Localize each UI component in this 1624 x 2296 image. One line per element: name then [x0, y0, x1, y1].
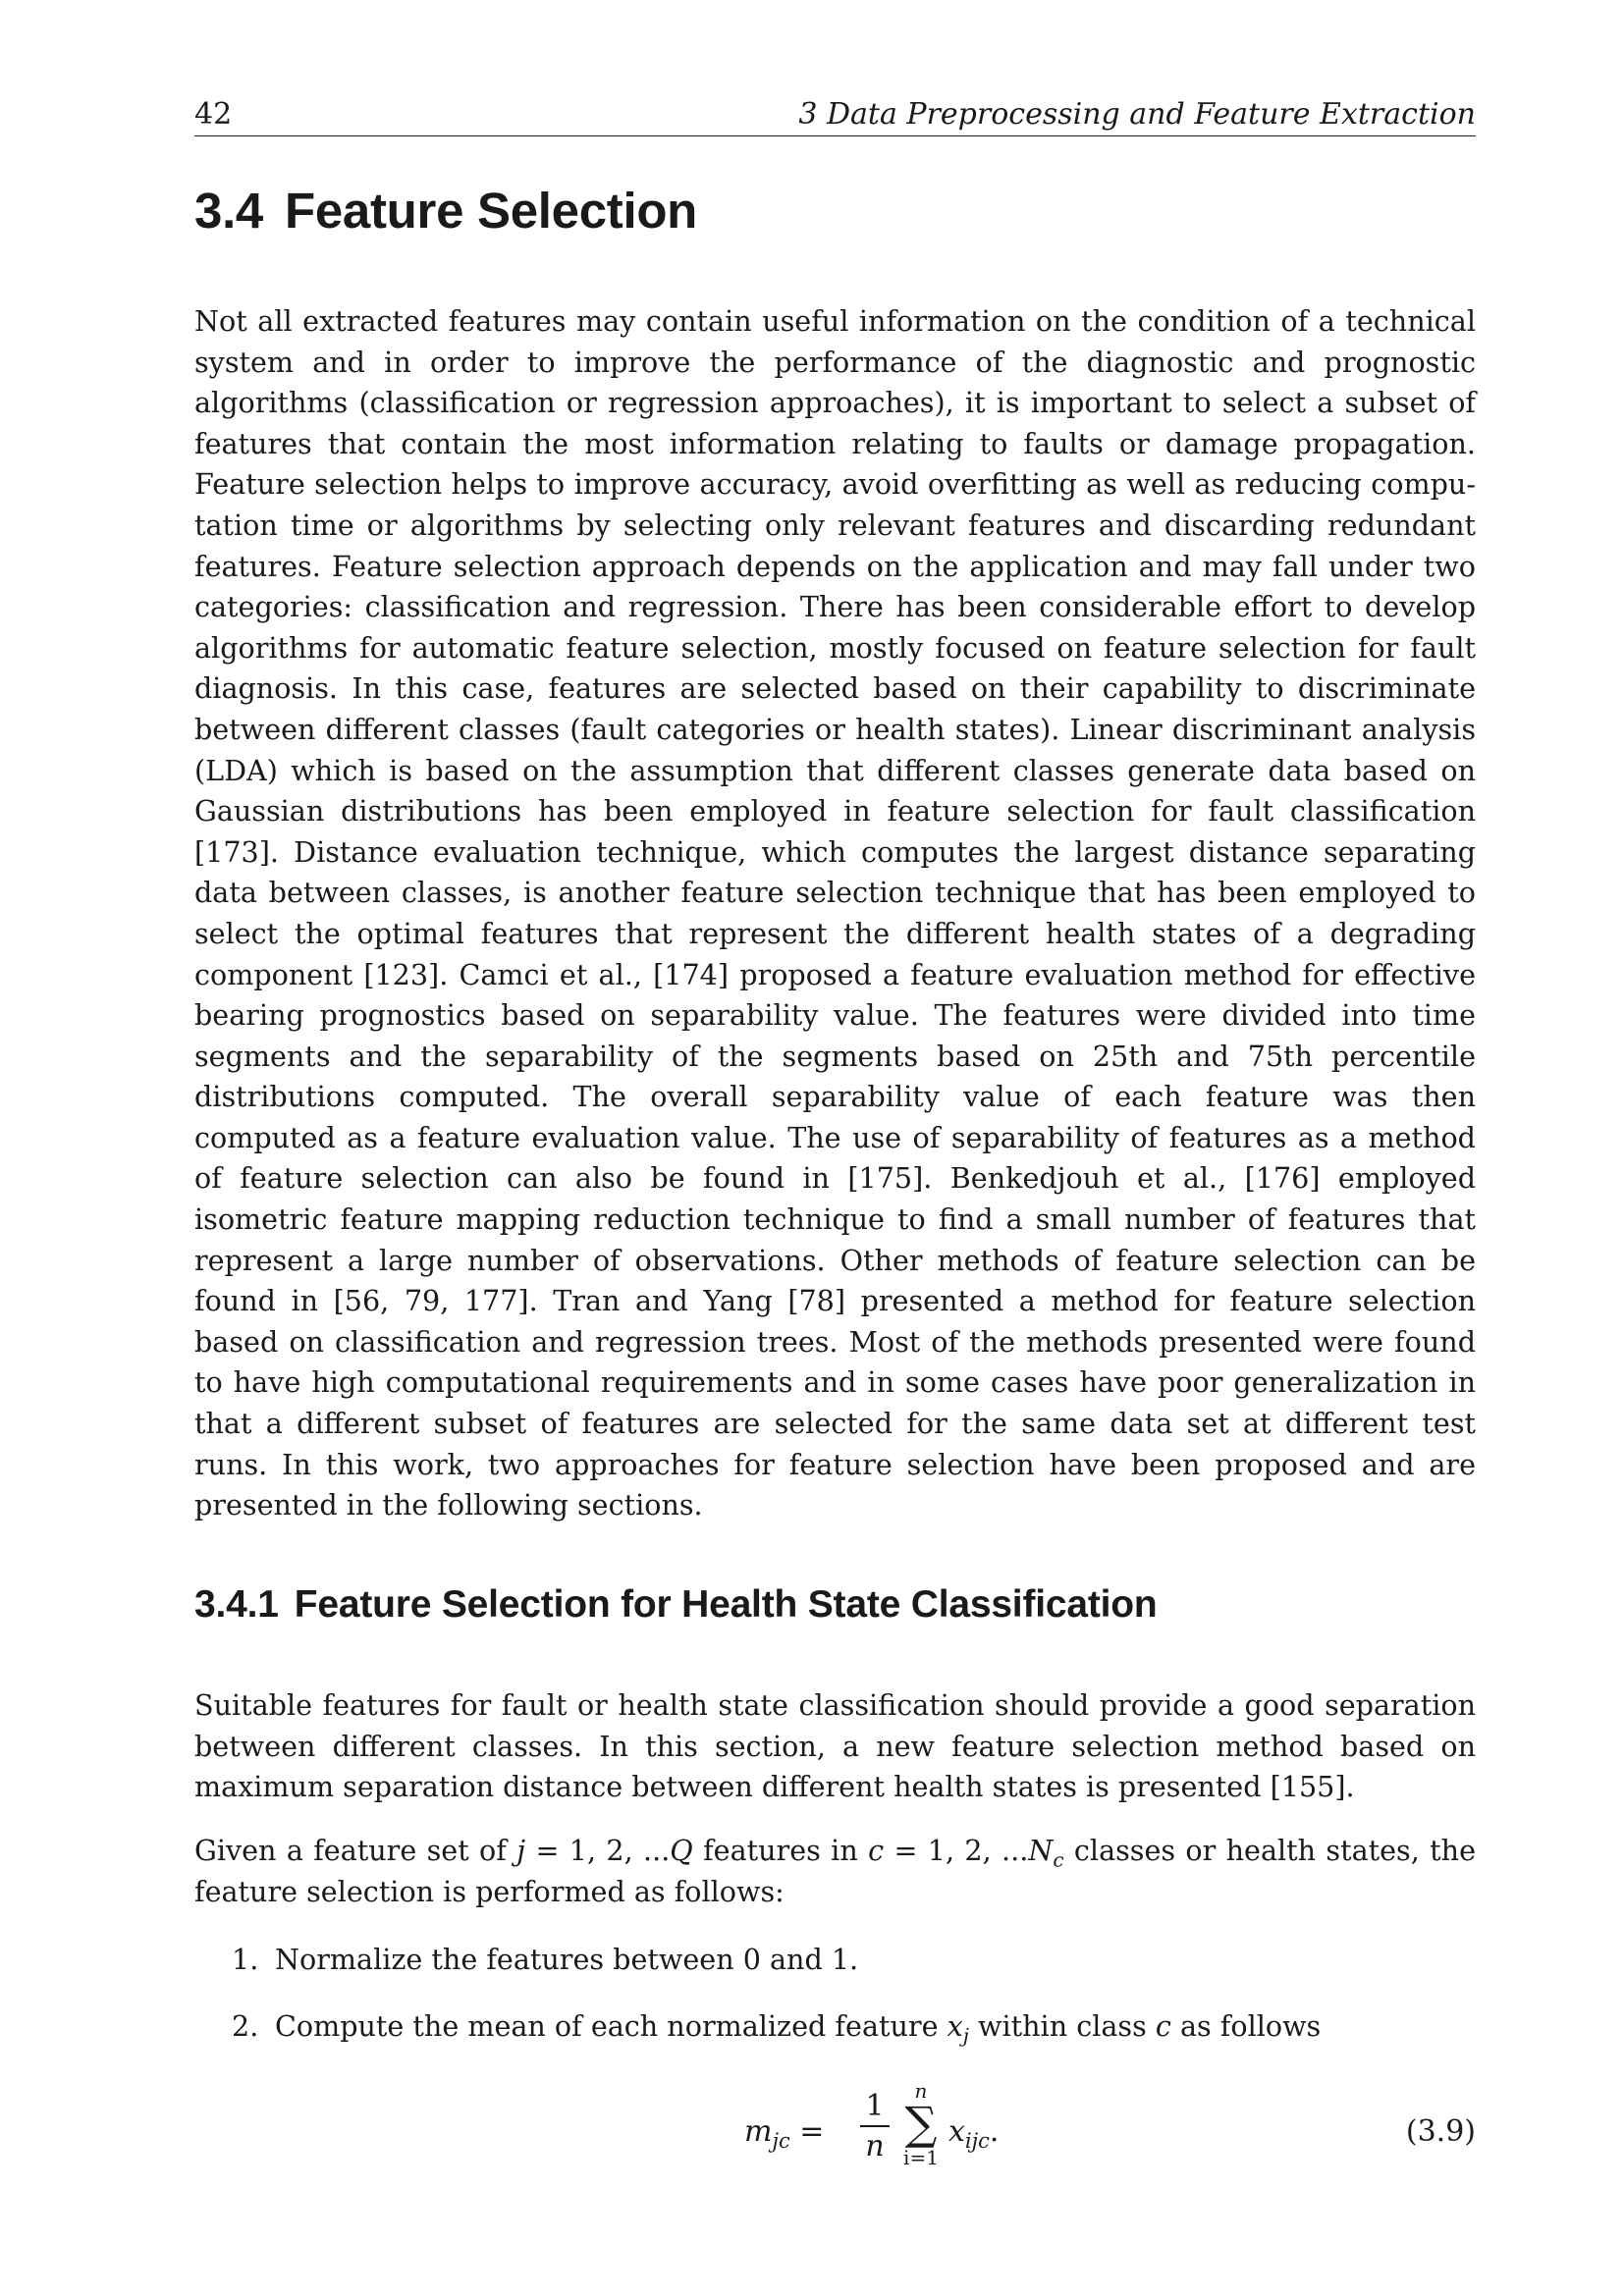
- subsection-number: 3.4.1: [194, 1583, 279, 1626]
- summation: [899, 2081, 943, 2169]
- math-subscript: ijc: [964, 2129, 990, 2153]
- math-subscript: jc: [772, 2129, 790, 2153]
- page-number: 42: [194, 97, 233, 132]
- subsection-title: Feature Selection for Health State Classification: [294, 1583, 1158, 1626]
- math-subscript: c: [1053, 1847, 1064, 1872]
- equation-rhs: [948, 2114, 1000, 2153]
- fraction-numerator: 1: [865, 2089, 885, 2123]
- subsection-heading: [194, 1579, 1158, 1630]
- equation-lhs: [744, 2114, 825, 2153]
- list-item: [194, 2006, 1476, 2048]
- list-marker: 1.: [232, 1943, 259, 1976]
- sigma-icon: ∑: [904, 2097, 938, 2150]
- math-var-x: x: [947, 2008, 963, 2043]
- subsection-paragraph-2: [194, 1831, 1476, 1912]
- list-item-text: as follows: [1170, 2008, 1322, 2043]
- para-text: features in: [692, 1834, 869, 1867]
- fraction-bar: [860, 2125, 890, 2127]
- math-var-q: Q: [670, 1834, 693, 1867]
- math-subscript: j: [962, 2023, 969, 2048]
- list-item-text: Compute the mean of each normalized feature: [275, 2008, 947, 2043]
- fraction-denominator: n: [865, 2128, 885, 2163]
- section-number: 3.4: [194, 183, 263, 239]
- period: .: [989, 2114, 1000, 2149]
- list-marker: 2.: [232, 2008, 259, 2043]
- list-item: [194, 1940, 1476, 1981]
- fraction: [860, 2089, 890, 2165]
- math-var-x: x: [948, 2114, 965, 2149]
- equation-number: (3.9): [1405, 2114, 1476, 2149]
- procedure-list: [194, 1940, 1476, 2072]
- section-heading: [194, 178, 697, 244]
- para-text: = 1, 2, ...: [884, 1834, 1029, 1867]
- para-text: Given a feature set of: [194, 1834, 517, 1867]
- equation-3-9: [194, 2081, 1476, 2189]
- running-header: [194, 94, 1476, 136]
- para-text: = 1, 2, ...: [525, 1834, 671, 1867]
- equals-sign: =: [789, 2114, 825, 2149]
- math-var-j: j: [516, 1834, 526, 1867]
- para-text: classes or health states, the feature selection is performed as follows:: [194, 1834, 1476, 1908]
- math-var-n: N: [1028, 1834, 1054, 1867]
- math-var-c: c: [1155, 2008, 1171, 2043]
- chapter-title: 3 Data Preprocessing and Feature Extraction: [798, 97, 1476, 132]
- section-title: Feature Selection: [285, 183, 698, 239]
- sum-upper-limit: n: [914, 2079, 928, 2103]
- list-item-text: within class: [968, 2008, 1156, 2043]
- sum-lower-limit: i=1: [903, 2146, 939, 2169]
- math-var-c: c: [868, 1834, 885, 1867]
- math-var-m: m: [744, 2114, 773, 2149]
- section-paragraph: Not all extracted features may contain useful information on the condition of a technical system and in order to improve the performance of the diagnostic and prognostic algorithms (classification or regression approaches), it is important to select a subset of features that contain the most information relating to faults or damage propagation. Feature selection helps to improve accuracy, avoid overfitting as well as reducing computation time or algorithms by selecting only relevant features and discarding redundant features. Feature selection approach depends on the application and may fall under two categories: classification and regression. There has been considerable effort to develop algorithms for automatic feature selection, mostly focused on feature selection for fault diagnosis. In this case, features are selected based on their capability to discriminate between different classes (fault categories or health states). Linear discriminant analysis (LDA) which is based on the assumption that different classes generate data based on Gaussian distributions has been employed in feature selection for fault classification [173]. Distance evaluation technique, which computes the largest distance separating data between classes, is another feature selection technique that has been employed to select the optimal features that represent the different health states of a degrading component [123]. Camci et al., [174] proposed a feature evaluation method for effective bearing prognostics based on separability value. The features were divided into time segments and the separability of the segments based on 25th and 75th percentile distributions computed. The overall separability value of each feature was then computed as a feature evaluation value. The use of separability of features as a method of feature selection can also be found in [175]. Benkedjouh et al., [176] employed isometric feature mapping reduction technique to find a small number of features that represent a large number of observations. Other methods of feature selection can be found in [56, 79, 177]. Tran and Yang [78] presented a method for feature selection based on classification and regression trees. Most of the methods presented were found to have high computational requirements and in some cases have poor generalization in that a different subset of features are selected for the same data set at different test runs. In this work, two approaches for feature selection have been proposed and are presented in the following sections.: [194, 304, 1476, 1522]
- subsection-paragraph-1: Suitable features for fault or health state classification should provide a good separation between different classes. In this section, a new feature selection method based on maximum separation distance between different health states is presented [155].: [194, 1688, 1476, 1804]
- list-item-text: Normalize the features between 0 and 1.: [275, 1943, 859, 1976]
